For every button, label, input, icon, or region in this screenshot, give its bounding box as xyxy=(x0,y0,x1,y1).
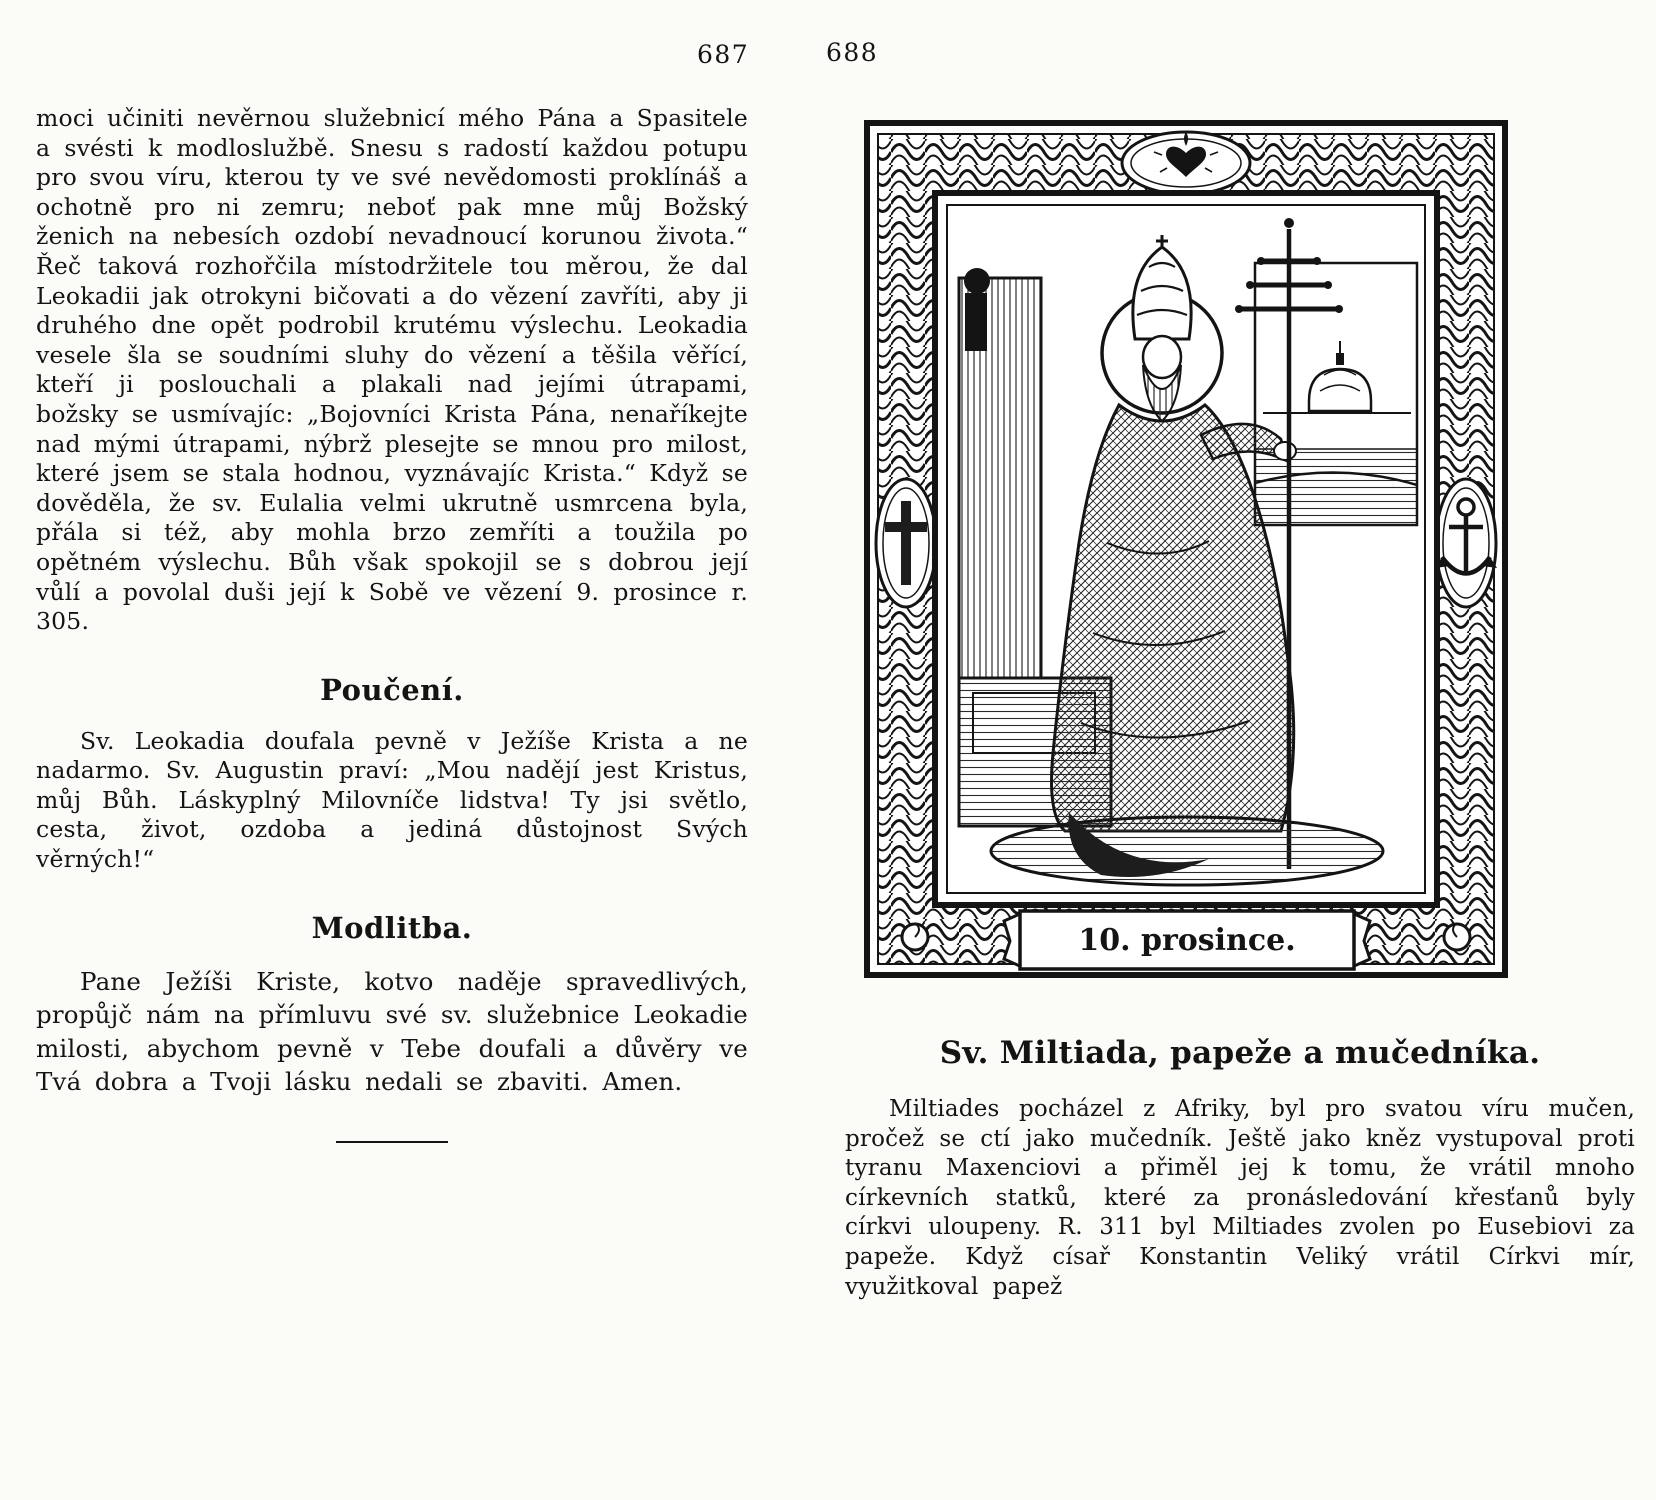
section-heading-pouceni: Poučení. xyxy=(320,672,464,707)
continuation-paragraph: moci učiniti nevěrnou služebnicí mého Pána a Spasitele a svésti k modloslužbě. Snesu s radostí každou potupu pro svou víru, kterou ty ve své nevědomosti proklínáš a ochotně pro ni zemru; neboť pak mne můj Božský ženich na nebesích ozdobí nevadnoucí korunou života.“ Řeč taková rozhořčila místodržitele tou měrou, že dal Leokadii jak otrokyni bičovati a do vězení zavříti, aby ji druhého dne opět podrobil krutému výslechu. Leokadia vesele šla se soudními sluhy do vězení a těšila věřící, kteří ji poslouchali a plakali nad jejími útrapami, božsky se usmívajíc: „Bojovníci Krista Pána, nenaříkejte nad mými útrapami, nýbrž plesejte se mnou pro milost, které jsem se stala hodnou, vyznávajíc Krista.“ Když se dověděla, že sv. Eulalia velmi ukrutně usmrcena byla, přála si též, aby mohla brzo zemříti a toužila po opětném výslechu. Bůh však spokojil se s dobrou její vůlí a povolal duši její k Sobě ve vězení 9. prosince r. 305. xyxy=(36,104,748,636)
date-banner xyxy=(1004,911,1370,969)
page-687 xyxy=(36,104,748,1143)
page-688 xyxy=(845,104,1635,1302)
cross-medallion xyxy=(876,479,936,607)
pouceni-paragraph: Sv. Leokadia doufala pevně v Ježíše Krista a ne nadarmo. Sv. Augustin praví: „Mou nadějí jest Kristus, můj Bůh. Láskyplný Milovníče lidstva! Ty jsi světlo, cesta, život, ozdoba a jediná důstojnost Svých věrných!“ xyxy=(36,726,748,874)
sacred-heart-medallion xyxy=(1122,132,1250,194)
saint-engraving xyxy=(857,113,1515,985)
article-title: Sv. Miltiada, papeže a mučedníka. xyxy=(939,1035,1541,1071)
modlitba-paragraph: Pane Ježíši Kriste, kotvo naděje spravedlivých, propůjč nám na přímluvu své sv. služebnice Leokadie milosti, abychom pevně v Tebe doufali a důvěry ve Tvá dobra a Tvoji lásku nedali se zbaviti. Amen. xyxy=(36,966,748,1097)
cushion xyxy=(991,817,1383,885)
section-divider xyxy=(336,1141,448,1143)
section-heading-modlitba: Modlitba. xyxy=(311,910,473,945)
dome-background xyxy=(1255,263,1417,525)
date-caption: 10. prosince. xyxy=(1078,923,1296,958)
face xyxy=(1143,336,1181,378)
article-paragraph: Miltiades pocházel z Afriky, byl pro svatou víru mučen, pročež se ctí jako mučedník. Ještě jako kněz vystupoval proti tyranu Maxenciovi a přiměl jej k tomu, že vrátil mnoho církevních statků, které za pronásledování křesťanů byly církvi uloupeny. R. 311 byl Miltiades zvolen po Eusebiovi za papeže. Když císař Konstantin Veliký vrátil Církvi mír, využitkoval papež xyxy=(845,1096,1635,1300)
page-number-right: 688 xyxy=(826,38,879,67)
page-number-left: 687 xyxy=(697,40,750,69)
engraving-svg xyxy=(857,113,1515,985)
hand xyxy=(1274,442,1296,460)
anchor-medallion xyxy=(1435,479,1497,607)
